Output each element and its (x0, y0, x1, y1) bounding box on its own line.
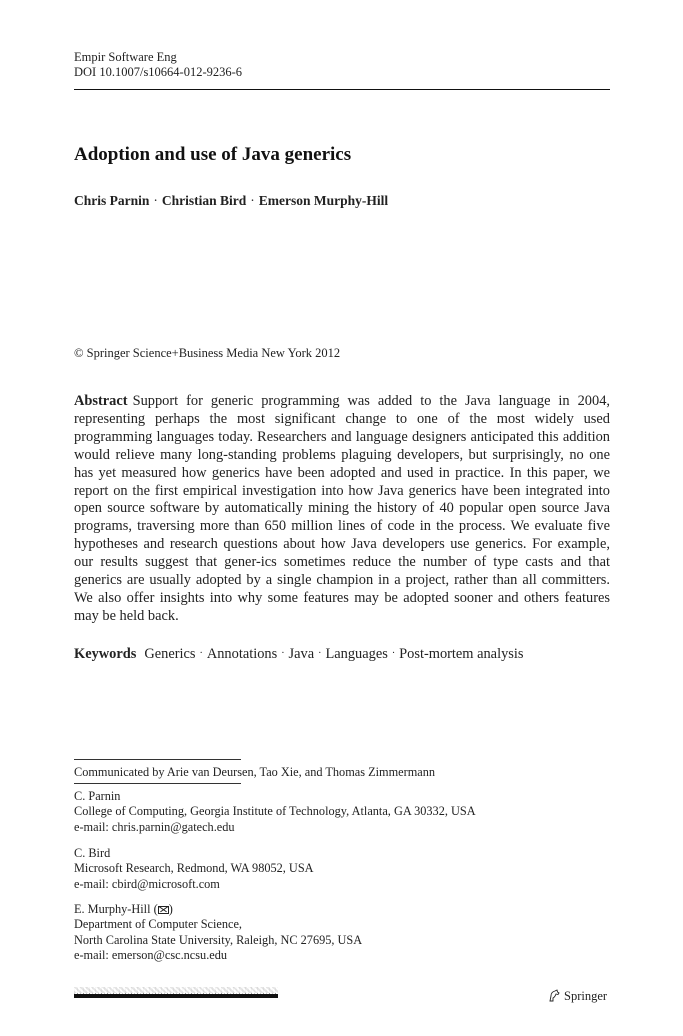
springer-horse-icon (548, 989, 561, 1002)
keyword-separator: · (318, 648, 322, 659)
keywords-label: Keywords (74, 646, 137, 662)
abstract (74, 393, 610, 626)
footnote-rule (74, 783, 241, 784)
affiliation-email: e-mail: cbird@microsoft.com (74, 876, 220, 891)
paper-title: Adoption and use of Java generics (74, 144, 352, 165)
footnote-rule (74, 759, 241, 760)
author-name: Emerson Murphy-Hill (258, 193, 389, 208)
author-name: Christian Bird (161, 193, 247, 208)
journal-header (74, 50, 242, 80)
keyword: Post-mortem analysis (399, 646, 524, 662)
affiliation-email: e-mail: chris.parnin@gatech.edu (74, 819, 235, 834)
keyword-separator: · (281, 648, 285, 659)
keywords (74, 645, 610, 663)
keyword-separator: · (199, 648, 203, 659)
affiliation-line: Microsoft Research, Redmond, WA 98052, USA (74, 861, 314, 876)
keyword: Languages (325, 646, 388, 662)
affiliation-murphy-hill (74, 902, 362, 963)
affiliation-parnin (74, 789, 476, 835)
affiliation-email: e-mail: emerson@csc.ncsu.edu (74, 947, 228, 962)
communicated-by: Communicated by Arie van Deursen, Tao Xie, and Thomas Zimmermann (74, 765, 436, 779)
publisher-name: Springer (564, 989, 608, 1003)
doi: DOI 10.1007/s10664-012-9236-6 (74, 65, 243, 79)
author-separator: · (250, 193, 255, 208)
publisher-mark (548, 989, 607, 1004)
author-separator: · (153, 193, 158, 208)
affiliation-name-row (74, 902, 362, 917)
envelope-icon (158, 906, 169, 914)
affiliation-name: C. Bird (74, 846, 111, 860)
keyword: Generics (144, 646, 196, 662)
author-list (74, 193, 388, 209)
affiliation-name-suffix: ) (168, 902, 173, 916)
keyword-separator: · (391, 648, 396, 659)
journal-name: Empir Software Eng (74, 50, 177, 64)
abstract-label: Abstract (74, 393, 128, 409)
keyword: Java (288, 646, 315, 662)
affiliation-line: Department of Computer Science, (74, 917, 243, 932)
footer-decoration (74, 987, 278, 998)
copyright-notice: © Springer Science+Business Media New York 2012 (74, 346, 341, 360)
affiliation-line: North Carolina State University, Raleigh, NC 27695, USA (74, 932, 363, 947)
keyword: Annotations (206, 646, 278, 662)
affiliation-bird (74, 846, 314, 892)
affiliation-name: E. Murphy-Hill ( (74, 902, 158, 916)
affiliation-name: C. Parnin (74, 789, 121, 803)
author-name: Chris Parnin (74, 193, 150, 208)
abstract-text: Support for generic programming was added to the Java language in 2004, representing perhaps the most significant change to one of the most widely used programming languages today. Researchers and language designers anticipated this addition would relieve many long-standing problems plaguing developers, but surprisingly, no one has yet measured how generics have been adopted and used in practice. In this paper, we report on the first empirical investigation into how Java generics have been integrated into open source software by automatically mining the history of 40 popular open source Java programs, traversing more than 650 million lines of code in the process. We evaluate five hypotheses and research questions about how Java developers use generics. For example, our results suggest that gener-ics sometimes reduce the number of type casts and that generics are usually adopted by a single champion in a project, rather than all committers. We also offer insights into why some features may be adopted sooner and others features may be held back. (74, 393, 610, 624)
header-rule (74, 89, 610, 90)
affiliation-line: College of Computing, Georgia Institute of Technology, Atlanta, GA 30332, USA (74, 804, 476, 819)
